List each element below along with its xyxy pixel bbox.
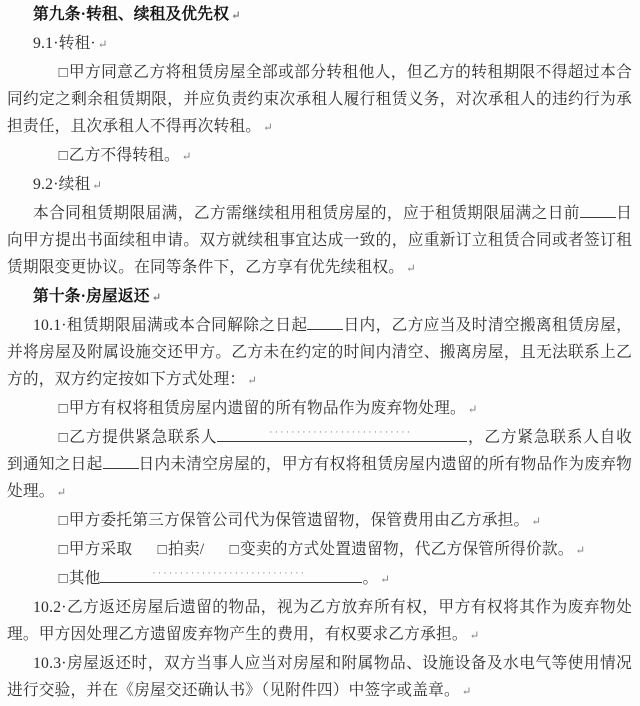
paragraph	[7, 507, 632, 536]
text-run: 乙方提供紧急联系人	[68, 429, 218, 446]
checkbox-icon: □	[58, 400, 68, 417]
paragraph-mark-icon: ↵	[56, 487, 67, 499]
paragraph-mark-icon: ↵	[531, 516, 542, 528]
paragraph-mark-icon: ↵	[461, 686, 472, 698]
paragraph-mark-icon: ↵	[469, 630, 480, 642]
fill-in-blank	[100, 567, 362, 583]
text-run: 甲方同意乙方将租赁房屋全部或部分转租他人，但乙方的转租期限不得超过本合同约定之剩余租赁期限，并应负责约束次承租人履行租赁义务，对次承租人的违约行为承担责任，且次承租人不得再次转租。	[7, 64, 632, 135]
text-run: 日向甲方提出书面续租申请。双方就续租事宜达成一致的，应重新订立租赁合同或者签订租赁期限变更协议。在同等条件下，乙方享有优先续租权。	[7, 205, 632, 276]
text-run: 甲方采取	[68, 541, 133, 558]
text-run: 日内，乙方应当及时清空搬离租赁房屋，并将房屋及附属设施交还甲方。乙方未在约定的时间内清空、搬离房屋，且无法联系上乙方的，双方约定按如下方式处理：	[7, 317, 632, 388]
checkbox-icon: □	[58, 512, 68, 529]
section-heading	[7, 283, 632, 312]
text-run: 日内未清空房屋的，甲方有权将租赁房屋内遗留的所有物品作为废弃物处理。	[7, 456, 632, 500]
checkbox-icon: □	[58, 64, 68, 81]
fill-in-blank	[217, 426, 467, 442]
fill-in-blank	[103, 453, 139, 469]
paragraph	[7, 536, 632, 565]
checkbox-icon: □	[157, 541, 168, 558]
paragraph	[7, 424, 632, 507]
paragraph	[7, 594, 632, 650]
paragraph-mark-icon: ↵	[97, 39, 108, 51]
fill-in-blank	[307, 314, 343, 330]
section-heading	[7, 1, 632, 30]
text-run: 乙方不得转租。	[68, 147, 180, 164]
paragraph	[7, 650, 632, 706]
checkbox-icon: □	[58, 147, 68, 164]
paragraph	[7, 30, 632, 59]
paragraph	[7, 171, 632, 200]
text-run: 甲方有权将租赁房屋内遗留的所有物品作为废弃物处理。	[68, 400, 466, 417]
blank-dots	[129, 453, 139, 466]
paragraph-mark-icon: ↵	[151, 292, 162, 304]
checkbox-icon: □	[229, 541, 240, 558]
paragraph	[7, 395, 632, 424]
paragraph-mark-icon: ↵	[575, 545, 586, 557]
paragraph-mark-icon: ↵	[406, 263, 417, 275]
text-run: 第十条·房屋返还	[33, 288, 150, 305]
text-run: 甲方委托第三方保管公司代为保管遗留物，保管费用由乙方承担。	[68, 512, 530, 529]
checkbox-icon: □	[58, 541, 68, 558]
checkbox-icon: □	[58, 429, 68, 446]
text-run: 变卖的方式处置遗留物，代乙方保管所得价款。	[239, 541, 574, 558]
blank-dots: ····························	[152, 568, 307, 578]
blank-dots	[606, 202, 616, 215]
paragraph-mark-icon: ↵	[380, 574, 391, 586]
text-run: 9.1·转租·	[33, 35, 96, 52]
blank-dots	[333, 314, 343, 327]
text-run: 10.1·租赁期限届满或本合同解除之日起	[33, 317, 308, 334]
paragraph-mark-icon: ↵	[92, 180, 103, 192]
text-run: 。	[362, 570, 379, 587]
paragraph-mark-icon: ↵	[181, 151, 192, 163]
text-run: 第九条·转租、续租及优先权	[33, 6, 230, 23]
paragraph-mark-icon: ↵	[467, 404, 478, 416]
paragraph-mark-icon: ↵	[231, 10, 241, 22]
paragraph	[7, 312, 632, 395]
paragraph	[7, 565, 632, 594]
text-run: 拍卖/	[167, 541, 205, 558]
paragraph	[7, 59, 632, 142]
paragraph-mark-icon: ↵	[263, 122, 274, 134]
blank-dots: ··························	[269, 427, 413, 437]
text-run: ，乙方紧急联系人自收到通知之日起	[7, 429, 632, 473]
paragraph	[7, 142, 632, 171]
fill-in-blank	[580, 202, 616, 218]
text-run: 其他	[68, 570, 101, 587]
text-run: 10.2·乙方返还房屋后遗留的物品，视为乙方放弃所有权，甲方有权将其作为废弃物处理。甲方因处理乙方遗留废弃物产生的费用，有权要求乙方承担。	[7, 599, 632, 643]
text-run: 10.3·房屋返还时，双方当事人应当对房屋和附属物品、设施设备及水电气等使用情况进行交验，并在《房屋交还确认书》（见附件四）中签字或盖章。	[7, 655, 632, 699]
text-run: 本合同租赁期限届满，乙方需继续租用租赁房屋的，应于租赁期限届满之日前	[33, 205, 580, 222]
paragraph	[7, 200, 632, 283]
paragraph-mark-icon: ↵	[247, 375, 258, 387]
checkbox-icon: □	[58, 570, 68, 587]
text-run: 9.2·续租	[33, 176, 91, 193]
